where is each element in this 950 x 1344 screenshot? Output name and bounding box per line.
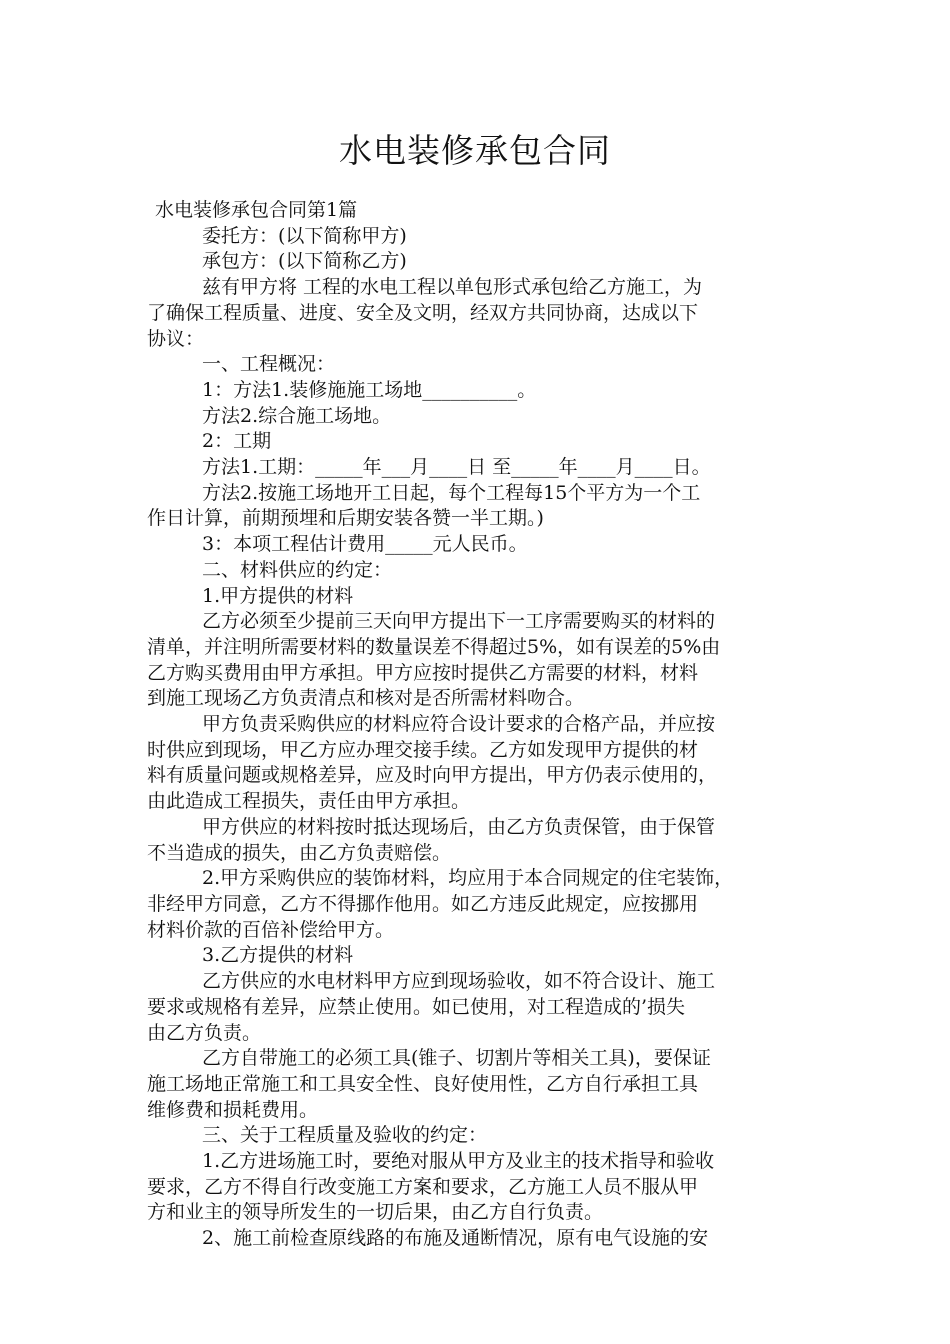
paragraph-line: 要求，乙方不得自行改变施工方案和要求，乙方施工人员不服从甲 xyxy=(147,1175,699,1198)
paragraph-line: 乙方购买费用由甲方承担。甲方应按时提供乙方需要的材料，材料 xyxy=(147,661,699,684)
paragraph-line: 由此造成工程损失，责任由甲方承担。 xyxy=(147,790,471,813)
paragraph-line: 一、工程概况： xyxy=(202,353,336,376)
paragraph-line: 时供应到现场，甲乙方应办理交接手续。乙方如发现甲方提供的材 xyxy=(147,738,699,761)
paragraph-line: 方法2.按施工场地开工日起，每个工程每15个平方为一个工 xyxy=(202,481,701,504)
paragraph-line: 1.甲方提供的材料 xyxy=(202,584,354,607)
paragraph-line: 甲方负责采购供应的材料应符合设计要求的合格产品，并应按 xyxy=(202,713,716,736)
paragraph-line: 3.乙方提供的材料 xyxy=(202,944,354,967)
paragraph-line: 清单，并注明所需要材料的数量误差不得超过5%，如有误差的5%由 xyxy=(147,635,721,658)
paragraph-line: 料有质量问题或规格差异，应及时向甲方提出，甲方仍表示使用的， xyxy=(147,764,718,787)
paragraph-line: 到施工现场乙方负责清点和核对是否所需材料吻合。 xyxy=(147,687,585,710)
paragraph-line: 乙方必须至少提前三天向甲方提出下一工序需要购买的材料的 xyxy=(202,610,716,633)
paragraph-line: 1.乙方进场施工时，要绝对服从甲方及业主的技术指导和验收 xyxy=(202,1150,715,1173)
paragraph-line: 由乙方负责。 xyxy=(147,1021,262,1044)
paragraph-line: 3：本项工程估计费用_____元人民币。 xyxy=(202,533,528,556)
paragraph-line: 要求或规格有差异，应禁止使用。如已使用，对工程造成的’损失 xyxy=(147,995,686,1018)
paragraph-line: 委托方：(以下简称甲方) xyxy=(202,224,407,247)
paragraph-line: 2：工期 xyxy=(202,430,272,453)
paragraph-line: 方和业主的领导所发生的一切后果，由乙方自行负责。 xyxy=(147,1201,604,1224)
document-subtitle: 水电装修承包合同第1篇 xyxy=(155,199,358,221)
paragraph-line: 方法1.工期：_____年___月____日 至_____年____月____日。 xyxy=(202,456,711,479)
paragraph-line: 2.甲方采购供应的装饰材料，均应用于本合同规定的住宅装饰， xyxy=(202,867,734,890)
paragraph-line: 二、材料供应的约定： xyxy=(202,558,393,581)
paragraph-line: 了确保工程质量、进度、安全及文明，经双方共同协商，达成以下 xyxy=(147,301,699,324)
paragraph-line: 三、关于工程质量及验收的约定： xyxy=(202,1124,488,1147)
paragraph-line: 承包方：(以下简称乙方) xyxy=(202,250,407,273)
paragraph-line: 2、施工前检查原线路的布施及通断情况，原有电气设施的安 xyxy=(202,1227,709,1250)
paragraph-line: 不当造成的损失，由乙方负责赔偿。 xyxy=(147,841,452,864)
document-title: 水电装修承包合同 xyxy=(339,131,611,170)
paragraph-line: 方法2.综合施工场地。 xyxy=(202,404,392,427)
paragraph-line: 乙方自带施工的必须工具(锥子、切割片等相关工具)，要保证 xyxy=(202,1047,711,1070)
paragraph-line: 非经甲方同意，乙方不得挪作他用。如乙方违反此规定，应按挪用 xyxy=(147,892,699,915)
paragraph-line: 材料价款的百倍补偿给甲方。 xyxy=(147,918,395,941)
paragraph-line: 兹有甲方将 工程的水电工程以单包形式承包给乙方施工，为 xyxy=(202,276,703,299)
paragraph-line: 甲方供应的材料按时抵达现场后，由乙方负责保管，由于保管 xyxy=(202,815,716,838)
paragraph-line: 协议： xyxy=(147,327,205,350)
paragraph-line: 维修费和损耗费用。 xyxy=(147,1098,319,1121)
paragraph-line: 乙方供应的水电材料甲方应到现场验收，如不符合设计、施工 xyxy=(202,970,716,993)
document-body xyxy=(147,198,825,1252)
paragraph-line: 作日计算，前期预埋和后期安装各赞一半工期。) xyxy=(147,507,544,530)
paragraph-line: 施工场地正常施工和工具安全性、良好使用性，乙方自行承担工具 xyxy=(147,1072,699,1095)
paragraph-line: 1：方法1.装修施施工场地__________。 xyxy=(202,378,537,401)
